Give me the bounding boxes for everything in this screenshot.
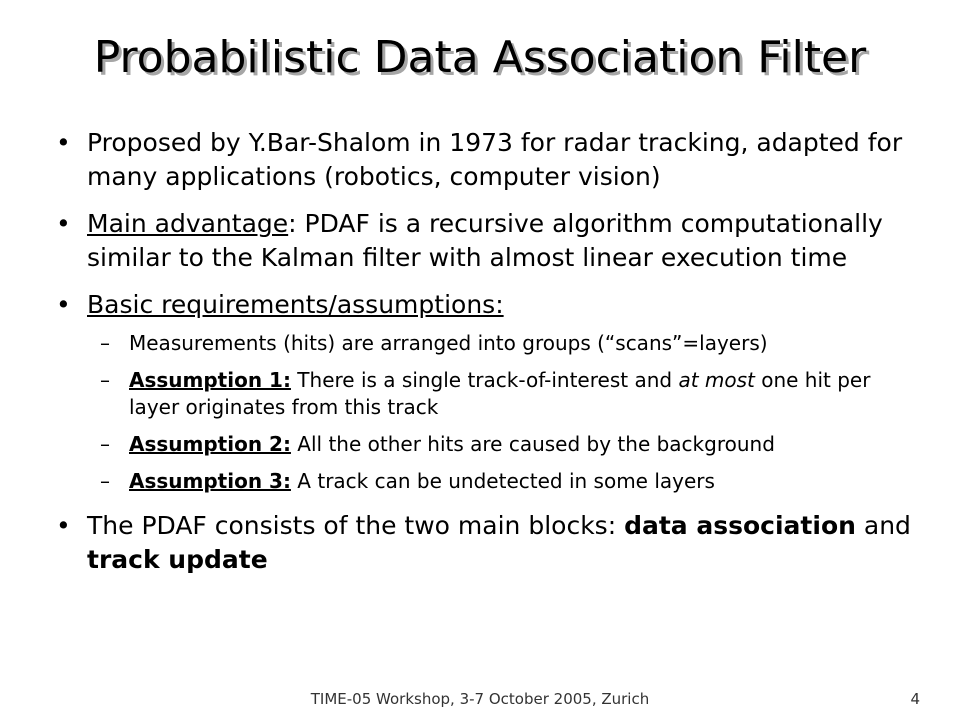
sub-item-measurements	[56, 330, 916, 357]
bullet-dot-icon: •	[56, 128, 71, 157]
sub-item-1-text: Measurements (hits) are arranged into groups (“scans”=layers)	[129, 331, 768, 355]
sub-item-assumption-3	[56, 468, 916, 495]
bullet-4-bold-data-association: data association	[624, 511, 856, 540]
slide-title: Probabilistic Data Association Filter	[93, 32, 867, 83]
assumption-1-italic: at most	[678, 368, 755, 392]
bullet-1-text: Proposed by Y.Bar-Shalom in 1973 for radar tracking, adapted for many applications (robotics, computer vision)	[87, 128, 903, 191]
assumption-2-label: Assumption 2:	[129, 432, 291, 456]
sub-item-assumption-1	[56, 367, 916, 421]
bullet-dot-icon: •	[56, 511, 71, 540]
assumption-1-label: Assumption 1:	[129, 368, 291, 392]
bullet-2-text: : PDAF is a recursive algorithm computationally similar to the Kalman filter with almost linear execution time	[87, 209, 883, 272]
assumption-1-text-after: one hit per layer originates from this track	[129, 368, 871, 419]
bullet-dot-icon: •	[56, 290, 71, 319]
assumption-3-label: Assumption 3:	[129, 469, 291, 493]
bullet-4-text-mid: and	[855, 511, 911, 540]
page-number: 4	[910, 690, 920, 708]
bullet-item-4	[56, 509, 916, 577]
footer-text: TIME-05 Workshop, 3-7 October 2005, Zurich	[310, 690, 650, 708]
bullet-2-underlined-label: Main advantage	[87, 209, 289, 238]
assumption-3-text: A track can be undetected in some layers	[290, 469, 715, 493]
dash-icon: –	[100, 432, 110, 456]
bullet-item-2	[56, 207, 916, 275]
bullet-4-text-before: The PDAF consists of the two main blocks:	[87, 511, 625, 540]
bullet-item-1	[56, 126, 916, 194]
assumption-1-text-before: There is a single track-of-interest and	[290, 368, 679, 392]
bullet-dot-icon: •	[56, 209, 71, 238]
dash-icon: –	[100, 469, 110, 493]
bullet-item-3	[56, 288, 916, 322]
dash-icon: –	[100, 331, 110, 355]
sub-item-assumption-2	[56, 431, 916, 458]
assumption-2-text: All the other hits are caused by the background	[290, 432, 775, 456]
bullet-4-bold-track-update: track update	[87, 545, 268, 574]
slide-body	[56, 126, 916, 590]
dash-icon: –	[100, 368, 110, 392]
bullet-3-underlined-label: Basic requirements/assumptions:	[87, 290, 504, 319]
